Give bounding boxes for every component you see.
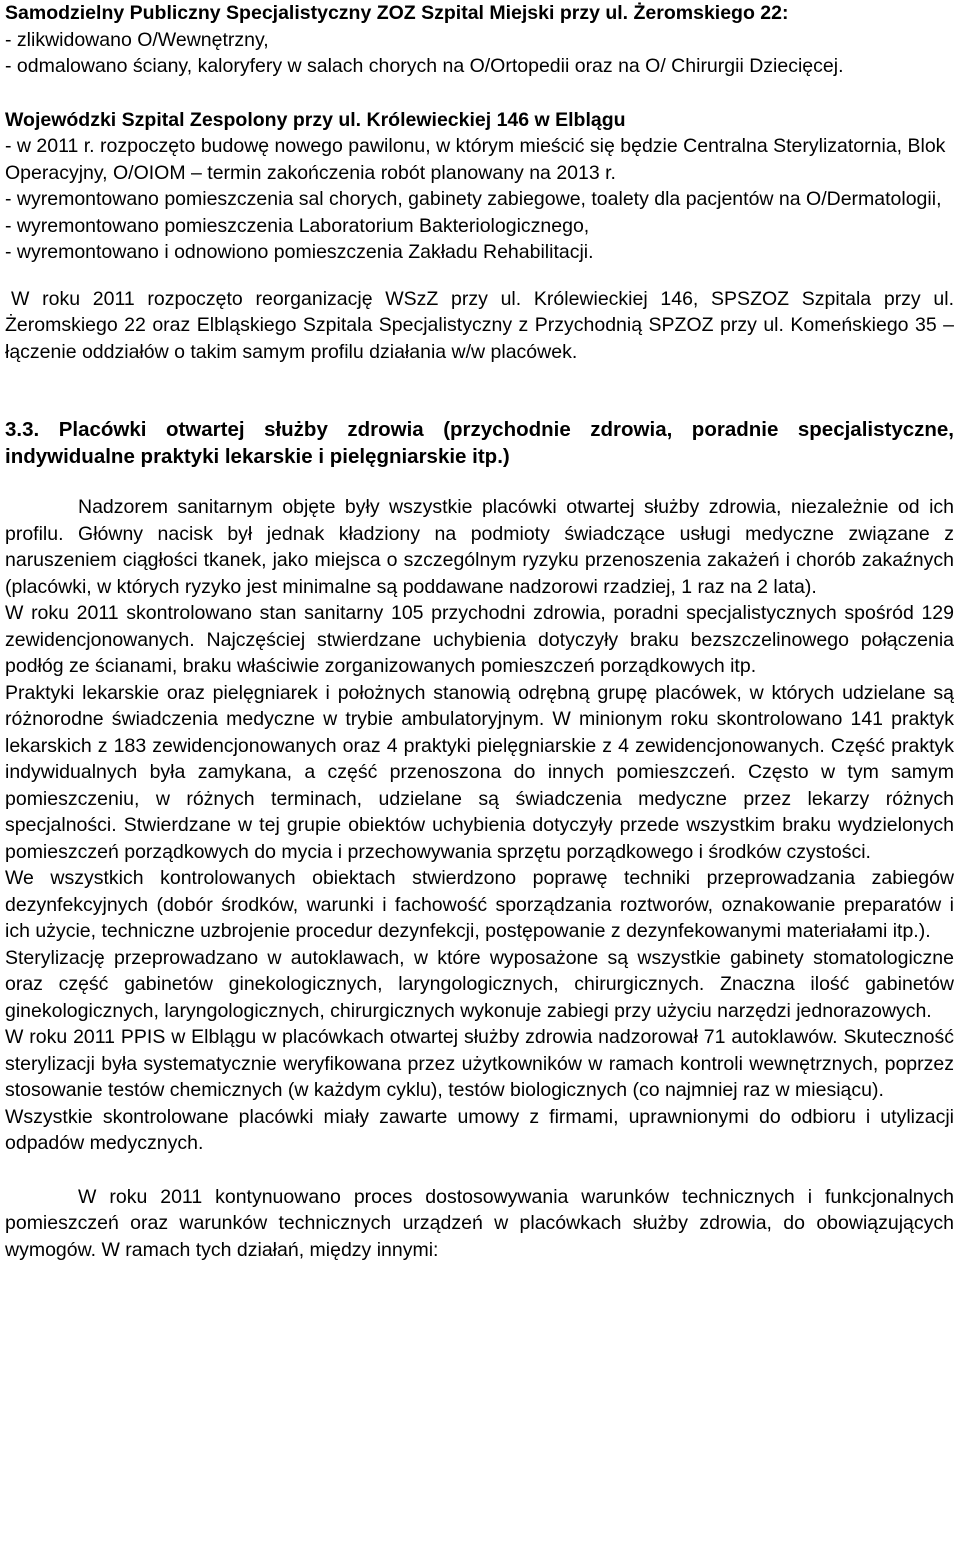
spacer bbox=[5, 470, 954, 494]
krolewiecka-line-4: - wyremontowano i odnowiono pomieszczenia Zakładu Rehabilitacji. bbox=[5, 241, 594, 263]
krolewiecka-line-1: - w 2011 r. rozpoczęto budowę nowego pawilonu, w którym mieścić się będzie Centralna Sterylizatornia, Blok Operacyjny, O/OIOM – termin zakończenia robót planowany na 2013 r. bbox=[5, 135, 946, 184]
reorganizacja-paragraph: W roku 2011 rozpoczęto reorganizację WSzZ przy ul. Królewieckiej 146, SPSZOZ Szpitala przy ul. Żeromskiego 22 oraz Elbląskiego Szpitala Specjalistyczny z Przychodnią SPZOZ przy ul. Komeńskiego 35 – łączenie oddziałów o takim samym profilu działania w/w placówek. bbox=[5, 287, 954, 363]
krolewiecka-line-2: - wyremontowano pomieszczenia sal chorych, gabinety zabiegowe, toalety dla pacjentów na O/Dermatologii, bbox=[5, 188, 942, 210]
section-paragraph-4: We wszystkich kontrolowanych obiektach stwierdzono poprawę techniki przeprowadzania zabiegów dezynfekcyjnych (dobór środków, warunki i fachowość sporządzania roztworów, oznakowanie preparatów i ich użycie, techniczne uzbrojenie procedur dezynfekcji, postępowanie z dezynfekowanymi materiałami itp.). bbox=[5, 867, 954, 942]
spacer bbox=[5, 266, 954, 286]
section-paragraph-3: Praktyki lekarskie oraz pielęgniarek i położnych stanowią odrębną grupę placówek, w których udzielane są różnorodne świadczenia medyczne w trybie ambulatoryjnym. W minionym roku skontrolowano 141 praktyk lekarskich z 183 zewidencjonowanych oraz 4 praktyki pielęgniarskie z 4 zewidencjonowanych. Część praktyk indywidualnych była zamykana, a część przenoszona do innych pomieszczeń. Często w tym samym pomieszczeniu, w różnych terminach, udzielane są świadczenia medyczne przez lekarzy różnych specjalności. Stwierdzane w tej grupie obiektów uchybienia dotyczyły przede wszystkim braku wydzielonych pomieszczeń porządkowych do mycia i przechowywania sprzętu porządkowego i środków czystości. bbox=[5, 681, 954, 863]
zeromskiego-line-1: - zlikwidowano O/Wewnętrzny, bbox=[5, 28, 269, 51]
spacer bbox=[5, 1157, 954, 1184]
zeromskiego-heading: Samodzielny Publiczny Specjalistyczny ZOZ Szpital Miejski przy ul. Żeromskiego 22: bbox=[5, 2, 789, 24]
section-heading: 3.3. Placówki otwartej służby zdrowia (przychodnie zdrowia, poradnie specjalistyczne, indywidualne praktyki lekarskie i pielęgniarskie itp.) bbox=[5, 418, 954, 468]
section-paragraph-7: Wszystkie skontrolowane placówki miały zawarte umowy z firmami, uprawnionymi do odbioru i utylizacji odpadów medycznych. bbox=[5, 1105, 954, 1154]
section-paragraph-6: W roku 2011 PPIS w Elblągu w placówkach otwartej służby zdrowia nadzorował 71 autoklawów. Skuteczność sterylizacji była systematycznie weryfikowana przez użytkowników w ramach kontroli wewnętrznych, poprzez stosowanie testów chemicznych (w każdym cyklu), testów biologicznych (co najmniej raz w miesiącu). bbox=[5, 1026, 954, 1101]
section-paragraph-2: W roku 2011 skontrolowano stan sanitarny 105 przychodni zdrowia, poradni specjalistycznych spośród 129 zewidencjonowanych. Najczęściej stwierdzane uchybienia dotyczyły braku bezszczelinowego połączenia podłóg ze ścianami, braku właściwie zorganizowanych pomieszczeń porządkowych itp. bbox=[5, 602, 954, 677]
spacer bbox=[5, 365, 954, 417]
krolewiecka-heading: Wojewódzki Szpital Zespolony przy ul. Królewieckiej 146 w Elblągu bbox=[5, 108, 626, 131]
zeromskiego-line-2: - odmalowano ściany, kaloryfery w salach chorych na O/Ortopedii oraz na O/ Chirurgii Dziecięcej. bbox=[5, 55, 844, 77]
krolewiecka-line-3: - wyremontowano pomieszczenia Laboratorium Bakteriologicznego, bbox=[5, 214, 590, 237]
closing-paragraph: W roku 2011 kontynuowano proces dostosowywania warunków technicznych i funkcjonalnych pomieszczeń oraz warunków technicznych urządzeń w placówkach służby zdrowia, do obowiązujących wymogów. W ramach tych działań, między innymi: bbox=[5, 1185, 954, 1261]
section-paragraph-5: Sterylizację przeprowadzano w autoklawach, w które wyposażone są wszystkie gabinety stomatologiczne oraz część gabinetów ginekologicznych, laryngologicznych, chirurgicznych. Znaczna ilość gabinetów ginekologicznych, laryngologicznych, chirurgicznych wykonuje zabiegi przy użyciu narzędzi jednorazowych. bbox=[5, 946, 954, 1022]
spacer bbox=[5, 80, 954, 107]
section-paragraph-1: Nadzorem sanitarnym objęte były wszystkie placówki otwartej służby zdrowia, niezależnie od ich profilu. Główny nacisk był jednak kładziony na podmioty świadczące usługi medyczne związane z naruszeniem ciągłości tkanek, jako miejsca o szczególnym ryzyku przenoszenia zakażeń i chorób zakaźnych (placówki, w których ryzyko jest minimalne są poddawane nadzorowi rzadziej, 1 raz na 2 lata). bbox=[5, 496, 954, 598]
